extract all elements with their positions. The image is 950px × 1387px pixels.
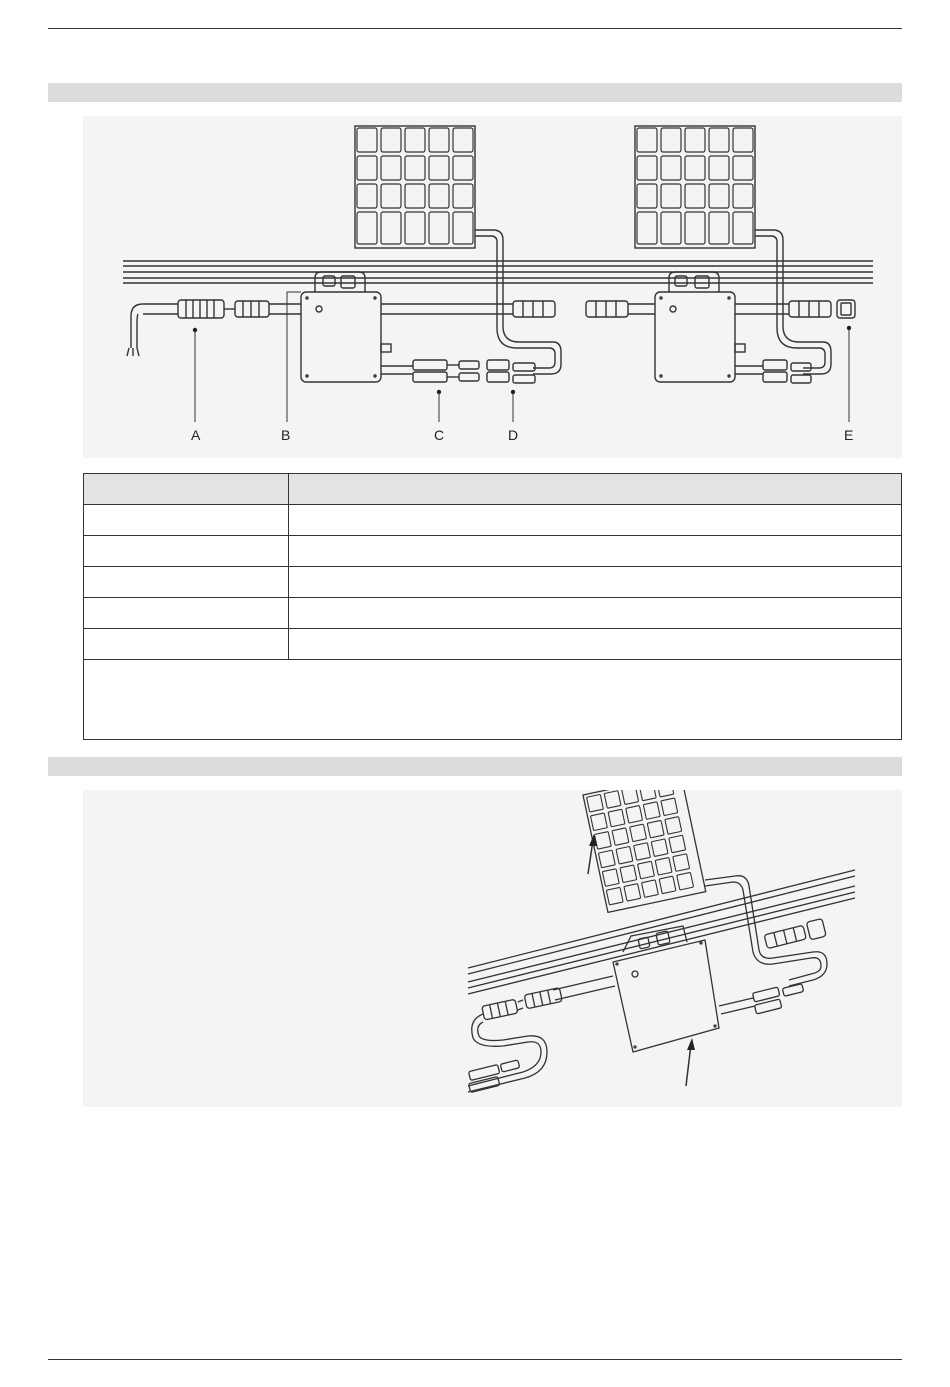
table-row <box>84 505 902 536</box>
tilted-ac-connector-2 <box>482 999 518 1020</box>
callout-e: E <box>844 427 854 443</box>
ac-connector-4 <box>789 301 831 317</box>
header-rule <box>48 28 902 29</box>
table-cell <box>84 598 289 629</box>
microinverter-2 <box>655 272 811 383</box>
tilted-dc-connectors-left <box>468 1060 519 1093</box>
ac-connector-3 <box>586 301 628 317</box>
section-bar-1 <box>48 83 902 102</box>
section-bar-2 <box>48 757 902 776</box>
microinverter-1 <box>301 272 413 382</box>
callout-c: C <box>434 427 445 443</box>
table-cell <box>289 598 902 629</box>
mounting-figure <box>83 790 902 1107</box>
callout-d: D <box>508 427 519 443</box>
table-header-row <box>84 474 902 505</box>
table-cell <box>289 567 902 598</box>
table-row <box>84 567 902 598</box>
table-note <box>84 660 902 740</box>
table-header-cell <box>84 474 289 505</box>
table-cell <box>84 567 289 598</box>
table-row <box>84 536 902 567</box>
table-cell <box>84 505 289 536</box>
table-cell <box>289 505 902 536</box>
callout-b: B <box>281 427 291 443</box>
table-row <box>84 629 902 660</box>
ac-connector-2 <box>513 301 555 317</box>
table-cell <box>289 629 902 660</box>
callout-a: A <box>191 427 201 443</box>
wiring-figure <box>83 116 902 458</box>
table-header-cell <box>289 474 902 505</box>
solar-panel-2 <box>635 126 755 248</box>
tilted-solar-panel <box>583 790 706 912</box>
dc-connector-d <box>487 360 535 383</box>
wiring-diagram <box>83 116 902 458</box>
table-note-row <box>84 660 902 740</box>
tilted-ac-connector-1 <box>524 988 562 1009</box>
mounting-diagram <box>83 790 902 1107</box>
up-arrow-icon <box>687 1038 695 1050</box>
component-table <box>83 473 902 740</box>
solar-panel-1 <box>355 126 475 248</box>
dc-connector-c <box>413 360 479 382</box>
ac-connector-a <box>178 300 224 318</box>
table-cell <box>289 536 902 567</box>
table-row <box>84 598 902 629</box>
table-cell <box>84 536 289 567</box>
end-cap-e <box>837 300 855 318</box>
footer-rule <box>48 1359 902 1360</box>
table-cell <box>84 629 289 660</box>
tilted-ac-connector-3 <box>764 919 827 951</box>
ac-connector-male-1 <box>235 301 269 317</box>
tilted-dc-connectors-right <box>719 984 804 1014</box>
